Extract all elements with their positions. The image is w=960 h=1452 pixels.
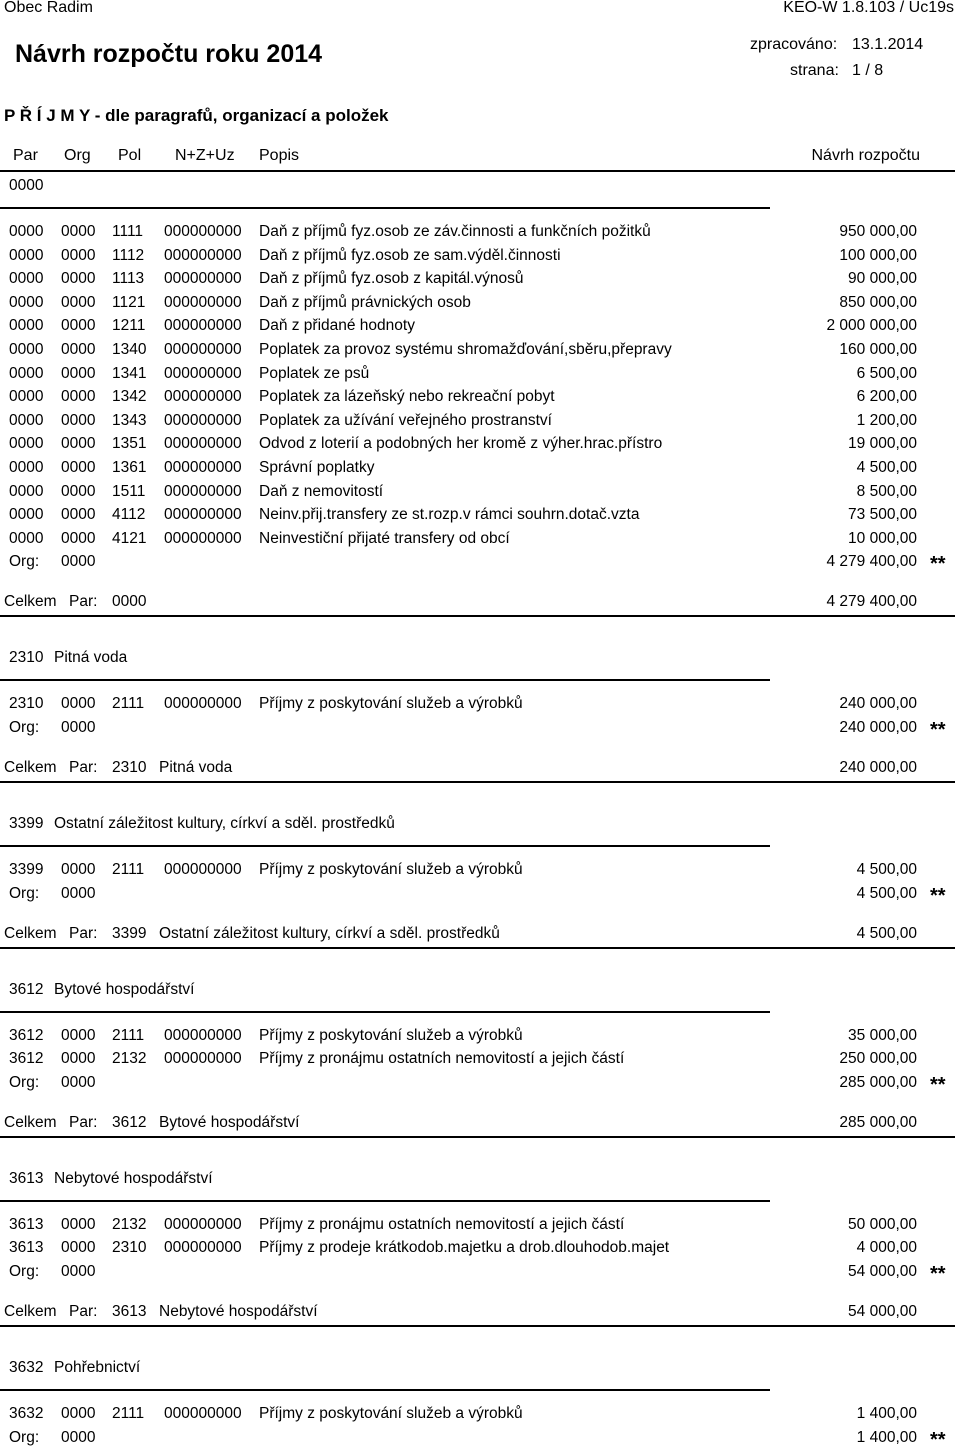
table-row — [0, 341, 960, 363]
cell-nzu: 000000000 — [164, 293, 242, 311]
org-code: 0000 — [61, 1263, 96, 1280]
org-subtotal: 54 000,00 — [848, 1263, 917, 1280]
cell-par: 0000 — [9, 364, 44, 382]
processed-date: 13.1.2014 — [852, 36, 924, 53]
group-code: 0000 — [9, 177, 44, 194]
cell-description: Příjmy z poskytování služeb a výrobků — [259, 1405, 523, 1422]
org-code: 0000 — [61, 719, 96, 736]
page-label: strana: — [790, 62, 839, 79]
cell-par: 0000 — [9, 293, 44, 311]
org-subtotal: 4 279 400,00 — [826, 553, 917, 571]
cell-nzu: 000000000 — [164, 506, 242, 524]
group-heading — [0, 177, 960, 199]
cell-pol: 2310 — [112, 1239, 147, 1257]
cell-org: 0000 — [61, 1239, 96, 1257]
group-code: 3632 — [9, 1359, 44, 1376]
cell-amount: 50 000,00 — [848, 1215, 917, 1233]
column-header-org: Org — [64, 147, 91, 164]
total-par-name: Ostatní záležitost kultury, církví a sděl. prostředků — [159, 924, 500, 942]
table-row — [0, 317, 960, 339]
org-code: 0000 — [61, 884, 96, 902]
subtotal-stars: ** — [930, 553, 946, 576]
table-row — [0, 1239, 960, 1261]
cell-par: 0000 — [9, 317, 44, 335]
table-row — [0, 459, 960, 481]
org-subtotal-row — [0, 553, 960, 575]
total-par-code: 2310 — [112, 759, 147, 776]
cell-org: 0000 — [61, 388, 96, 406]
cell-pol: 1511 — [112, 482, 146, 500]
paragraph-total-row — [0, 1114, 960, 1136]
separator-rule — [0, 615, 955, 617]
cell-nzu: 000000000 — [164, 459, 242, 476]
org-code: 0000 — [61, 1073, 96, 1091]
cell-par: 0000 — [9, 388, 44, 406]
cell-nzu: 000000000 — [164, 435, 242, 453]
table-row — [0, 412, 960, 434]
separator-rule — [0, 207, 770, 209]
software-version: KEO-W 1.8.103 / Uc19s — [783, 0, 954, 16]
cell-par: 3613 — [9, 1215, 44, 1233]
cell-amount: 1 200,00 — [856, 411, 917, 429]
cell-pol: 1351 — [112, 435, 147, 453]
column-header-description: Popis — [259, 147, 300, 164]
cell-par: 3613 — [9, 1239, 44, 1257]
cell-pol: 4112 — [112, 506, 146, 524]
cell-description: Daň z příjmů právnických osob — [259, 293, 471, 311]
cell-description: Poplatek za užívání veřejného prostranství — [259, 411, 552, 429]
cell-par: 0000 — [9, 506, 44, 524]
cell-pol: 2111 — [112, 695, 145, 713]
group-heading — [0, 815, 960, 837]
cell-pol: 1211 — [112, 317, 146, 335]
paragraph-total-row — [0, 925, 960, 947]
org-subtotal-row — [0, 885, 960, 907]
cell-pol: 1341 — [112, 364, 147, 382]
group-name: Bytové hospodářství — [54, 980, 195, 998]
table-row — [0, 483, 960, 505]
cell-org: 0000 — [61, 411, 96, 429]
cell-nzu: 000000000 — [164, 364, 242, 382]
separator-rule — [0, 1011, 770, 1013]
cell-par: 0000 — [9, 246, 44, 264]
total-par-code: 3612 — [112, 1113, 147, 1131]
group-name: Pitná voda — [54, 649, 128, 667]
cell-nzu: 000000000 — [164, 223, 242, 240]
org-label: Org: — [9, 1263, 40, 1280]
cell-pol: 2111 — [112, 861, 145, 878]
table-row — [0, 861, 960, 883]
paragraph-total: 4 500,00 — [856, 924, 917, 942]
column-header-par: Par — [13, 147, 38, 164]
total-par-code: 3399 — [112, 924, 147, 942]
cell-org: 0000 — [61, 435, 96, 453]
cell-nzu: 000000000 — [164, 695, 242, 713]
cell-org: 0000 — [61, 482, 96, 500]
org-subtotal: 1 400,00 — [856, 1428, 917, 1446]
column-header-nzu: N+Z+Uz — [175, 147, 235, 164]
org-label: Org: — [9, 1428, 40, 1446]
cell-pol: 1111 — [112, 223, 144, 240]
cell-par: 0000 — [9, 411, 44, 429]
separator-rule — [0, 1136, 955, 1138]
subtotal-stars: ** — [930, 884, 946, 907]
org-subtotal-row — [0, 719, 960, 741]
group-heading — [0, 981, 960, 1003]
cell-amount: 90 000,00 — [848, 270, 917, 288]
cell-pol: 2132 — [112, 1215, 147, 1233]
total-label: Celkem — [4, 593, 57, 611]
table-row — [0, 1050, 960, 1072]
cell-description: Příjmy z pronájmu ostatních nemovitostí a jejich částí — [259, 1215, 625, 1233]
cell-description: Příjmy z poskytování služeb a výrobků — [259, 1026, 523, 1044]
org-code: 0000 — [61, 553, 96, 571]
cell-amount: 850 000,00 — [839, 293, 917, 311]
cell-pol: 1340 — [112, 341, 147, 358]
separator-rule — [0, 679, 770, 681]
subtotal-stars: ** — [930, 719, 946, 741]
cell-nzu: 000000000 — [164, 861, 242, 878]
cell-amount: 1 400,00 — [856, 1405, 917, 1422]
cell-par: 3399 — [9, 861, 44, 878]
page-number: 1 / 8 — [852, 62, 884, 79]
cell-org: 0000 — [61, 1026, 96, 1044]
org-subtotal: 240 000,00 — [839, 719, 917, 736]
cell-org: 0000 — [61, 341, 96, 358]
cell-nzu: 000000000 — [164, 1050, 242, 1068]
total-par-name: Pitná voda — [159, 759, 233, 776]
table-row — [0, 695, 960, 717]
group-heading — [0, 1359, 960, 1381]
cell-org: 0000 — [61, 695, 96, 713]
table-row — [0, 1216, 960, 1238]
cell-amount: 4 500,00 — [856, 459, 917, 476]
org-subtotal-row — [0, 1263, 960, 1285]
cell-description: Příjmy z poskytování služeb a výrobků — [259, 861, 523, 878]
cell-org: 0000 — [61, 1215, 96, 1233]
subtotal-stars: ** — [930, 1428, 946, 1451]
cell-par: 0000 — [9, 529, 44, 547]
cell-pol: 1112 — [112, 246, 145, 264]
org-subtotal: 4 500,00 — [856, 884, 917, 902]
separator-rule — [0, 170, 955, 172]
total-par-name: Nebytové hospodářství — [159, 1303, 318, 1320]
total-label: Celkem — [4, 924, 57, 942]
cell-amount: 160 000,00 — [839, 341, 917, 358]
separator-rule — [0, 1325, 955, 1327]
table-row — [0, 247, 960, 269]
group-heading — [0, 1170, 960, 1192]
cell-par: 0000 — [9, 341, 44, 358]
report-title: Návrh rozpočtu roku 2014 — [15, 40, 323, 68]
total-par-code: 3613 — [112, 1303, 147, 1320]
cell-amount: 4 000,00 — [856, 1239, 917, 1257]
cell-nzu: 000000000 — [164, 1026, 242, 1044]
cell-nzu: 000000000 — [164, 246, 242, 264]
cell-org: 0000 — [61, 270, 96, 288]
cell-description: Příjmy z pronájmu ostatních nemovitostí a jejich částí — [259, 1050, 625, 1068]
cell-amount: 19 000,00 — [848, 435, 917, 453]
cell-nzu: 000000000 — [164, 529, 242, 547]
group-name: Nebytové hospodářství — [54, 1169, 213, 1187]
org-label: Org: — [9, 1073, 40, 1091]
total-par-label: Par: — [69, 593, 98, 611]
cell-pol: 2111 — [112, 1026, 145, 1044]
cell-par: 3612 — [9, 1026, 44, 1044]
table-row — [0, 1027, 960, 1049]
cell-description: Daň z příjmů fyz.osob ze sam.výděl.činnosti — [259, 246, 561, 264]
cell-org: 0000 — [61, 317, 96, 335]
cell-org: 0000 — [61, 293, 96, 311]
organization-name: Obec Radim — [4, 0, 93, 16]
cell-description: Správní poplatky — [259, 459, 375, 476]
cell-par: 0000 — [9, 482, 44, 500]
cell-org: 0000 — [61, 861, 96, 878]
cell-par: 3632 — [9, 1405, 44, 1422]
cell-org: 0000 — [61, 506, 96, 524]
group-code: 3613 — [9, 1169, 44, 1187]
total-par-label: Par: — [69, 924, 98, 942]
cell-amount: 250 000,00 — [839, 1050, 917, 1068]
cell-par: 3612 — [9, 1050, 44, 1068]
paragraph-total-row — [0, 1303, 960, 1325]
org-subtotal: 285 000,00 — [839, 1073, 917, 1091]
total-par-name: Bytové hospodářství — [159, 1113, 300, 1131]
table-row — [0, 294, 960, 316]
cell-nzu: 000000000 — [164, 482, 242, 500]
table-row — [0, 223, 960, 245]
column-header-amount: Návrh rozpočtu — [811, 147, 920, 164]
cell-description: Neinvestiční přijaté transfery od obcí — [259, 529, 510, 547]
total-label: Celkem — [4, 1113, 57, 1131]
total-par-code: 0000 — [112, 593, 147, 611]
cell-description: Daň z příjmů fyz.osob z kapitál.výnosů — [259, 270, 524, 288]
paragraph-total: 285 000,00 — [839, 1113, 917, 1131]
cell-pol: 1342 — [112, 388, 147, 406]
cell-nzu: 000000000 — [164, 388, 242, 406]
cell-description: Daň z příjmů fyz.osob ze záv.činnosti a funkčních požitků — [259, 223, 651, 240]
cell-org: 0000 — [61, 364, 96, 382]
cell-description: Neinv.přij.transfery ze st.rozp.v rámci souhrn.dotač.vzta — [259, 506, 640, 524]
cell-amount: 6 500,00 — [856, 364, 917, 382]
subtotal-stars: ** — [930, 1073, 946, 1096]
separator-rule — [0, 781, 955, 783]
cell-pol: 1113 — [112, 270, 145, 288]
table-row — [0, 388, 960, 410]
table-row — [0, 435, 960, 457]
group-code: 3612 — [9, 980, 44, 998]
cell-nzu: 000000000 — [164, 1405, 242, 1422]
paragraph-total: 240 000,00 — [839, 759, 917, 776]
cell-amount: 73 500,00 — [848, 506, 917, 524]
cell-nzu: 000000000 — [164, 270, 242, 288]
total-par-label: Par: — [69, 759, 98, 776]
cell-description: Příjmy z poskytování služeb a výrobků — [259, 695, 523, 713]
separator-rule — [0, 947, 955, 949]
paragraph-total-row — [0, 759, 960, 781]
cell-description: Příjmy z prodeje krátkodob.majetku a drob.dlouhodob.majet — [259, 1239, 670, 1257]
paragraph-total: 4 279 400,00 — [826, 593, 917, 611]
group-name: Ostatní záležitost kultury, církví a sděl. prostředků — [54, 815, 395, 832]
cell-pol: 2132 — [112, 1050, 147, 1068]
group-name: Pohřebnictví — [54, 1359, 141, 1376]
separator-rule — [0, 845, 770, 847]
separator-rule — [0, 1389, 770, 1391]
group-code: 3399 — [9, 815, 44, 832]
cell-nzu: 000000000 — [164, 317, 242, 335]
org-code: 0000 — [61, 1428, 96, 1446]
cell-amount: 6 200,00 — [856, 388, 917, 406]
table-row — [0, 506, 960, 528]
org-label: Org: — [9, 719, 40, 736]
table-row — [0, 530, 960, 552]
table-row — [0, 1405, 960, 1427]
paragraph-total: 54 000,00 — [848, 1303, 917, 1320]
cell-amount: 8 500,00 — [856, 482, 917, 500]
cell-amount: 240 000,00 — [839, 695, 917, 713]
cell-nzu: 000000000 — [164, 341, 242, 358]
cell-org: 0000 — [61, 1405, 96, 1422]
cell-org: 0000 — [61, 459, 96, 476]
cell-pol: 4121 — [112, 529, 147, 547]
total-par-label: Par: — [69, 1113, 98, 1131]
cell-description: Odvod z loterií a podobných her kromě z výher.hrac.přístro — [259, 435, 663, 453]
cell-amount: 950 000,00 — [839, 223, 917, 240]
cell-description: Poplatek za provoz systému shromažďování,sběru,přepravy — [259, 341, 672, 358]
cell-description: Poplatek za lázeňský nebo rekreační pobyt — [259, 388, 555, 406]
org-label: Org: — [9, 884, 40, 902]
table-row — [0, 365, 960, 387]
cell-amount: 35 000,00 — [848, 1026, 917, 1044]
org-label: Org: — [9, 553, 40, 571]
column-header-pol: Pol — [118, 147, 142, 164]
org-subtotal-row — [0, 1429, 960, 1451]
table-row — [0, 270, 960, 292]
cell-par: 0000 — [9, 435, 44, 453]
processed-label: zpracováno: — [750, 36, 838, 53]
cell-pol: 1361 — [112, 459, 147, 476]
org-subtotal-row — [0, 1074, 960, 1096]
cell-nzu: 000000000 — [164, 1215, 242, 1233]
cell-amount: 100 000,00 — [839, 246, 917, 264]
cell-nzu: 000000000 — [164, 1239, 242, 1257]
cell-nzu: 000000000 — [164, 411, 242, 429]
cell-par: 0000 — [9, 223, 44, 240]
cell-org: 0000 — [61, 223, 96, 240]
group-heading — [0, 649, 960, 671]
cell-description: Poplatek ze psů — [259, 364, 370, 382]
cell-pol: 1343 — [112, 411, 147, 429]
group-code: 2310 — [9, 649, 44, 667]
cell-org: 0000 — [61, 246, 96, 264]
cell-org: 0000 — [61, 1050, 96, 1068]
total-label: Celkem — [4, 759, 57, 776]
cell-org: 0000 — [61, 529, 96, 547]
cell-pol: 2111 — [112, 1405, 145, 1422]
cell-amount: 10 000,00 — [848, 529, 917, 547]
total-label: Celkem — [4, 1303, 57, 1320]
cell-par: 2310 — [9, 695, 44, 713]
cell-amount: 2 000 000,00 — [826, 317, 917, 335]
cell-amount: 4 500,00 — [856, 861, 917, 878]
subtotal-stars: ** — [930, 1263, 946, 1285]
cell-par: 0000 — [9, 270, 44, 288]
separator-rule — [0, 1200, 770, 1202]
cell-par: 0000 — [9, 459, 44, 476]
cell-pol: 1121 — [112, 293, 146, 311]
total-par-label: Par: — [69, 1303, 98, 1320]
section-title: P Ř Í J M Y - dle paragrafů, organizací a položek — [4, 106, 389, 125]
cell-description: Daň z nemovitostí — [259, 482, 384, 500]
cell-description: Daň z přidané hodnoty — [259, 317, 415, 335]
paragraph-total-row — [0, 593, 960, 615]
